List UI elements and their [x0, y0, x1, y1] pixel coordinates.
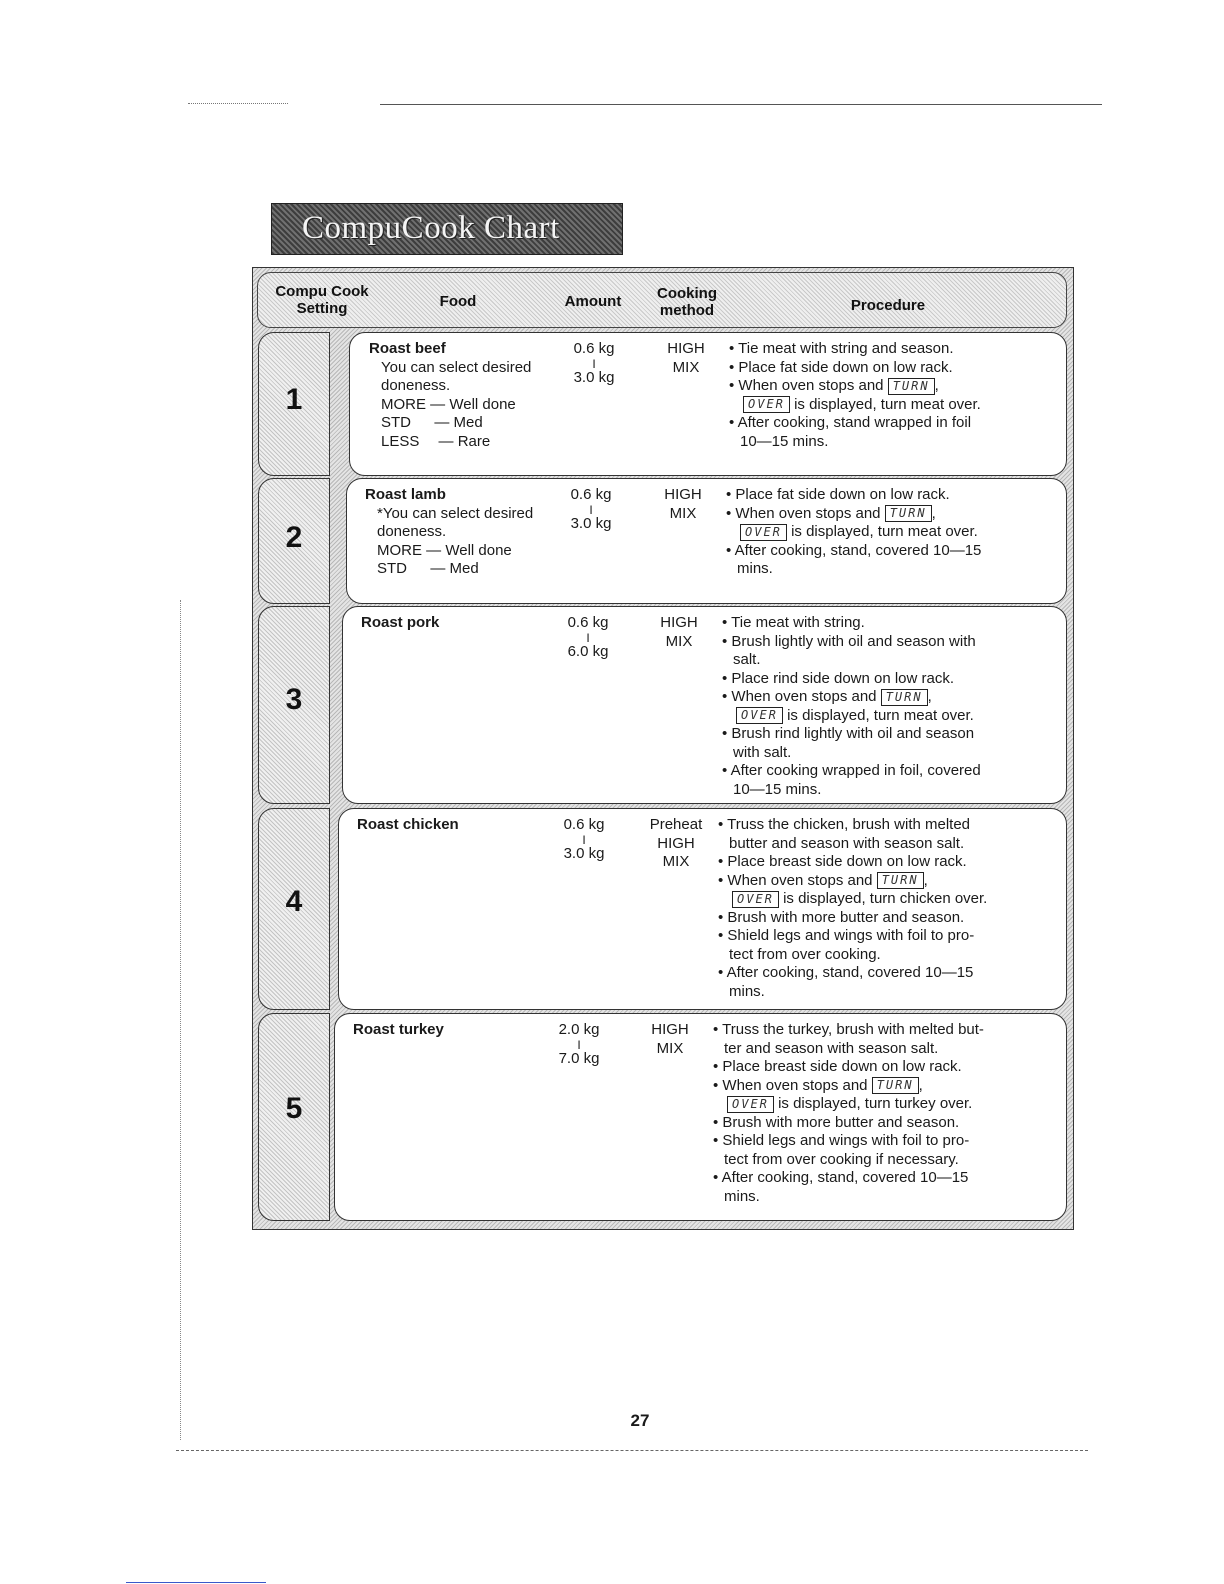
- amount-sep: I: [589, 502, 593, 517]
- procedure-line: [713, 1114, 984, 1133]
- procedure-text: 10—15 mins.: [733, 780, 822, 798]
- amount-min: 0.6 kg: [567, 614, 609, 631]
- procedure-line: • When oven stops and TURN ,: [726, 504, 936, 522]
- food-note: LESS — Rare: [381, 432, 491, 450]
- setting-number: 2: [285, 521, 303, 554]
- procedure-text: salt.: [733, 651, 761, 668]
- chart-title: CompuCook Chart: [302, 210, 560, 246]
- food-note: *You can select desired: [377, 504, 534, 522]
- amount-range: [559, 340, 629, 387]
- food-name: Roast pork: [361, 614, 440, 631]
- procedure-text: mins.: [729, 982, 765, 1000]
- scan-edge-line: [126, 1582, 266, 1583]
- procedure-text: • When oven stops and: [713, 1076, 868, 1094]
- procedure-text: is displayed, turn meat over.: [787, 706, 974, 724]
- method-item: HIGH: [667, 340, 705, 357]
- procedure-text: • Shield legs and wings with foil to pro-: [713, 1132, 970, 1149]
- procedure-line: [722, 762, 981, 781]
- page-number: 27: [630, 1411, 650, 1430]
- procedure-line: [729, 396, 981, 415]
- procedure-line: [713, 1021, 984, 1040]
- method-item: MIX: [669, 504, 697, 522]
- procedure-list: [722, 614, 981, 799]
- procedure-line: [722, 707, 981, 726]
- setting-number: 4: [285, 885, 303, 918]
- amount-max: 3.0 kg: [563, 844, 605, 862]
- procedure-text: butter and season with season salt.: [729, 834, 965, 852]
- setting-number-cell: [258, 478, 330, 604]
- header-method: Cooking method: [657, 285, 717, 319]
- procedure-line: [722, 725, 981, 744]
- procedure-list: [718, 816, 987, 1001]
- procedure-text: mins.: [737, 560, 773, 577]
- setting-number-cell: [258, 1013, 330, 1221]
- food-name: Roast chicken: [357, 816, 459, 833]
- compucook-chart: [252, 267, 1074, 1230]
- procedure-text: is displayed, turn chicken over.: [783, 890, 988, 907]
- food-name: Roast turkey: [353, 1021, 444, 1038]
- amount-sep: I: [582, 832, 586, 847]
- procedure-line: [713, 1132, 984, 1151]
- procedure-text: mins.: [724, 1187, 760, 1205]
- amount-max: 6.0 kg: [567, 642, 609, 660]
- procedure-text: is displayed, turn turkey over.: [778, 1095, 973, 1112]
- amount-min: 2.0 kg: [558, 1021, 600, 1038]
- procedure-line: • When oven stops and TURN ,: [729, 377, 939, 394]
- over-display-icon: OVER: [740, 524, 787, 541]
- procedure-line: [718, 946, 987, 965]
- procedure-line: [718, 909, 987, 928]
- procedure-line: [726, 542, 981, 561]
- procedure-text: • Place breast side down on low rack.: [718, 853, 967, 870]
- cooking-method: [655, 340, 717, 377]
- food-note: MORE — Well done: [381, 395, 516, 413]
- method-item: HIGH: [657, 834, 695, 852]
- procedure-text: with salt.: [733, 743, 792, 761]
- procedure-text: • After cooking, stand, covered 10—15: [713, 1169, 969, 1186]
- cooking-method: [652, 486, 714, 523]
- over-display-icon: OVER: [727, 1096, 774, 1113]
- procedure-line: [722, 781, 981, 800]
- turn-display-icon: TURN: [885, 505, 932, 522]
- procedure-text: • Tie meat with string and season.: [729, 340, 954, 357]
- procedure-line: [718, 927, 987, 946]
- procedure-line: [718, 964, 987, 983]
- header-food: Food: [439, 293, 477, 310]
- procedure-line: [726, 523, 981, 542]
- procedure-text: • Truss the chicken, brush with melted: [718, 816, 971, 833]
- procedure-text: • Brush with more butter and season.: [713, 1113, 960, 1131]
- food-note: STD — Med: [377, 560, 479, 577]
- procedure-text: • Truss the turkey, brush with melted but-: [713, 1021, 984, 1038]
- procedure-line: [722, 651, 981, 670]
- amount-max: 3.0 kg: [570, 514, 612, 532]
- setting-number-cell: [258, 332, 330, 476]
- table-header: [257, 272, 1067, 328]
- procedure-text: • After cooking wrapped in foil, covered: [722, 762, 981, 779]
- procedure-text: 10—15 mins.: [740, 432, 829, 450]
- setting-number: 3: [285, 683, 303, 716]
- amount-max: 3.0 kg: [573, 368, 615, 386]
- procedure-line: [722, 614, 981, 633]
- cooking-method: [639, 1021, 701, 1058]
- method-item: MIX: [662, 853, 690, 870]
- procedure-line: [713, 1151, 984, 1170]
- cooking-method: [648, 614, 710, 651]
- procedure-text: • When oven stops and: [729, 377, 884, 394]
- over-display-icon: OVER: [732, 891, 779, 908]
- procedure-text: • When oven stops and: [726, 504, 881, 522]
- procedure-line: [713, 1169, 984, 1188]
- scan-edge-line: [188, 103, 288, 104]
- amount-sep: I: [592, 356, 596, 371]
- procedure-line: [713, 1188, 984, 1207]
- procedure-line: [718, 853, 987, 872]
- setting-number-cell: [258, 808, 330, 1010]
- food-name: Roast lamb: [365, 486, 446, 503]
- turn-display-icon: TURN: [872, 1077, 919, 1094]
- method-item: HIGH: [660, 614, 698, 631]
- scan-edge-line: [180, 600, 181, 1440]
- procedure-line: [729, 414, 981, 433]
- procedure-line: [713, 1040, 984, 1059]
- method-item: Preheat: [649, 816, 703, 833]
- header-amount: Amount: [564, 293, 622, 310]
- procedure-line: [726, 560, 981, 579]
- amount-min: 0.6 kg: [573, 340, 615, 357]
- procedure-text: tect from over cooking if necessary.: [724, 1150, 959, 1168]
- procedure-text: • Place breast side down on low rack.: [713, 1058, 962, 1075]
- procedure-text: • When oven stops and: [718, 871, 873, 889]
- amount-range: [553, 614, 623, 661]
- turn-display-icon: TURN: [881, 689, 928, 706]
- procedure-text: • Brush lightly with oil and season with: [722, 632, 976, 650]
- procedure-list: [726, 486, 981, 579]
- header-setting: Compu Cook Setting: [275, 283, 369, 317]
- procedure-text: • Shield legs and wings with foil to pro-: [718, 927, 975, 944]
- amount-range: [556, 486, 626, 533]
- procedure-text: • After cooking, stand, covered 10—15: [718, 964, 974, 981]
- top-rule: [380, 104, 1102, 105]
- food-note: MORE — Well done: [377, 541, 512, 559]
- procedure-text: • Brush rind lightly with oil and season: [722, 725, 975, 742]
- amount-range: [544, 1021, 614, 1068]
- turn-display-icon: TURN: [888, 378, 935, 395]
- food-note: You can select desired: [381, 358, 532, 376]
- procedure-line: [726, 486, 981, 505]
- amount-sep: I: [586, 630, 590, 645]
- procedure-text: • After cooking, stand wrapped in foil: [729, 414, 972, 431]
- procedure-line: • When oven stops and TURN ,: [713, 1076, 923, 1094]
- procedure-line: [718, 890, 987, 909]
- procedure-line: [718, 816, 987, 835]
- procedure-line: [729, 340, 981, 359]
- food-note: doneness.: [377, 523, 447, 540]
- cooking-method: [645, 816, 707, 872]
- procedure-text: • Brush with more butter and season.: [718, 908, 965, 926]
- amount-min: 0.6 kg: [570, 486, 612, 503]
- procedure-text: • After cooking, stand, covered 10—15: [726, 541, 982, 559]
- setting-number: 1: [285, 383, 303, 416]
- header-procedure: Procedure: [850, 297, 926, 314]
- procedure-line: • When oven stops and TURN ,: [722, 688, 932, 705]
- food-note: doneness.: [381, 377, 451, 394]
- method-item: HIGH: [651, 1021, 689, 1038]
- procedure-text: is displayed, turn meat over.: [794, 395, 981, 413]
- procedure-line: [718, 835, 987, 854]
- method-item: MIX: [672, 358, 700, 376]
- procedure-text: ter and season with season salt.: [724, 1039, 939, 1057]
- amount-max: 7.0 kg: [558, 1049, 600, 1067]
- procedure-text: • Place fat side down on low rack.: [726, 486, 950, 503]
- procedure-line: [729, 359, 981, 378]
- chart-title-banner: [271, 203, 623, 255]
- over-display-icon: OVER: [736, 707, 783, 724]
- procedure-line: [722, 633, 981, 652]
- amount-sep: I: [577, 1037, 581, 1052]
- setting-number-cell: [258, 606, 330, 804]
- procedure-line: [722, 744, 981, 763]
- procedure-text: • When oven stops and: [722, 688, 877, 705]
- over-display-icon: OVER: [743, 396, 790, 413]
- procedure-line: [722, 670, 981, 689]
- method-item: MIX: [665, 632, 693, 650]
- procedure-line: [713, 1095, 984, 1114]
- procedure-text: • Place fat side down on low rack.: [729, 358, 953, 376]
- procedure-text: • Tie meat with string.: [722, 614, 865, 631]
- procedure-line: • When oven stops and TURN ,: [718, 871, 928, 889]
- procedure-line: [713, 1058, 984, 1077]
- procedure-line: [718, 983, 987, 1002]
- food-name: Roast beef: [369, 340, 446, 357]
- procedure-line: [729, 433, 981, 452]
- procedure-text: • Place rind side down on low rack.: [722, 669, 955, 687]
- amount-min: 0.6 kg: [563, 816, 605, 833]
- turn-display-icon: TURN: [877, 872, 924, 889]
- procedure-text: tect from over cooking.: [729, 945, 881, 963]
- bottom-rule: [176, 1450, 1088, 1451]
- food-note: STD — Med: [381, 414, 483, 431]
- method-item: HIGH: [664, 486, 702, 503]
- procedure-text: is displayed, turn meat over.: [791, 523, 978, 540]
- setting-number: 5: [285, 1092, 303, 1125]
- procedure-list: [729, 340, 981, 451]
- amount-range: [549, 816, 619, 863]
- procedure-list: [713, 1021, 984, 1206]
- method-item: MIX: [656, 1039, 684, 1057]
